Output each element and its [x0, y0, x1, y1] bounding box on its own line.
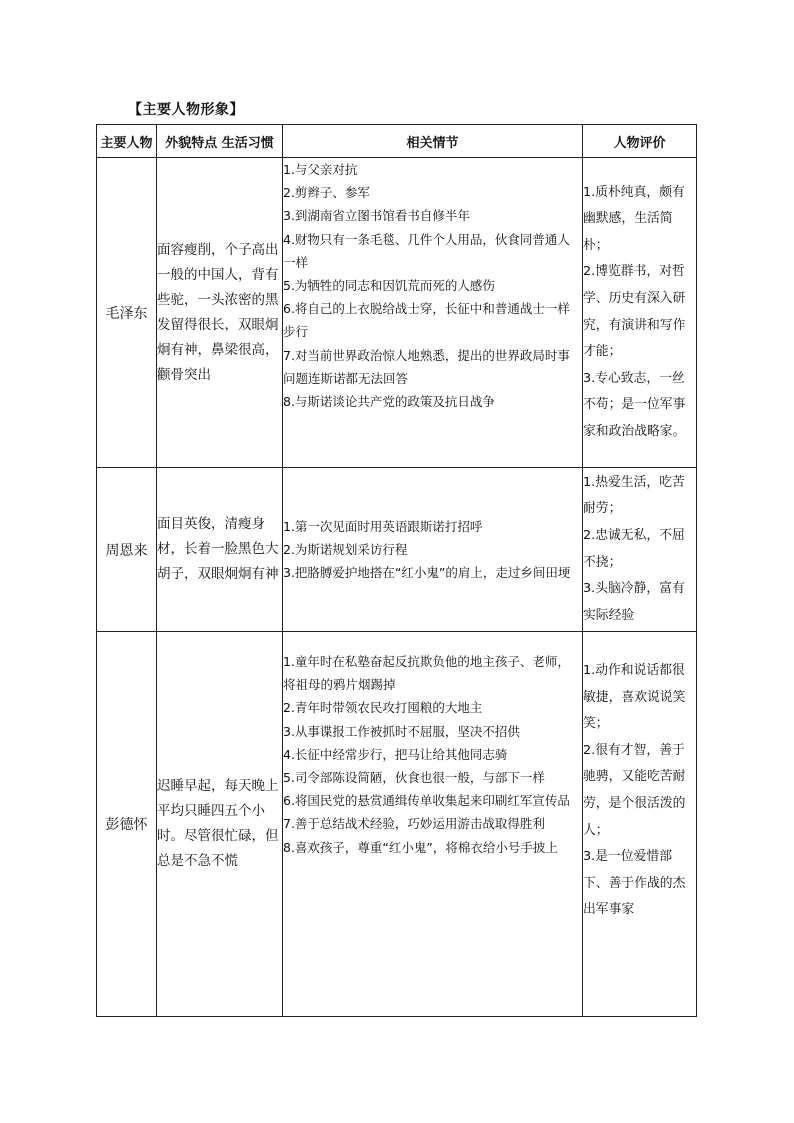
- evaluation-item: 1.动作和说话都很敏捷，喜欢说说笑笑；: [583, 663, 686, 732]
- event-item: 1.与父亲对抗: [283, 162, 358, 177]
- header-appearance: 外貌特点 生活习惯: [157, 125, 283, 158]
- character-table: [96, 124, 697, 1017]
- evaluation-cell: [583, 632, 697, 1017]
- evaluation-item: 3.专心致志，一丝不苟；是一位军事家和政治战略家。: [583, 370, 686, 439]
- appearance-cell: 面容瘦削，个子高出一般的中国人，背有些驼，一头浓密的黑发留得很长，双眼炯炯有神，鼻梁很高，颧骨突出: [157, 158, 283, 468]
- event-item: 6.将国民党的悬赏通缉传单收集起来印刷红军宣传品: [283, 793, 570, 809]
- event-item: 1.第一次见面时用英语跟斯诺打招呼: [283, 518, 483, 534]
- events-cell: [283, 468, 583, 632]
- event-item: 8.与斯诺谈论共产党的政策及抗日战争: [283, 394, 495, 410]
- event-item: 7.善于总结战术经验，巧妙运用游击战取得胜利: [283, 816, 545, 832]
- event-item: 2.为斯诺规划采访行程: [283, 541, 408, 557]
- evaluation-item: 3.是一位爱惜部下、善于作战的杰出军事家: [583, 849, 686, 918]
- events-cell: [283, 632, 583, 1017]
- header-person: 主要人物: [97, 125, 157, 158]
- event-item: 7.对当前世界政治惊人地熟悉，提出的世界政局时事问题连斯诺都无法回答: [283, 347, 570, 386]
- event-item: 3.把胳膊爱护地搭在“红小鬼”的肩上，走过乡间田埂: [283, 565, 571, 581]
- evaluation-cell: [583, 468, 697, 632]
- table-row: [97, 468, 697, 632]
- event-item: 4.长征中经常步行，把马让给其他同志骑: [283, 746, 508, 762]
- person-name: 彭德怀: [97, 632, 157, 1017]
- table-header-row: [97, 125, 697, 158]
- person-name: 毛泽东: [97, 158, 157, 468]
- table-row: [97, 158, 697, 468]
- events-cell: [283, 158, 583, 468]
- event-item: 8.喜欢孩子，尊重“红小鬼”，将棉衣给小号手披上: [283, 839, 558, 855]
- evaluation-item: 2.忠诚无私，不屈不挠；: [583, 527, 685, 570]
- header-events: 相关情节: [283, 125, 583, 158]
- event-item: 5.司令部陈设简陋，伙食也很一般，与部下一样: [283, 770, 545, 786]
- person-name: 周恩来: [97, 468, 157, 632]
- appearance-cell: 面目英俊，清瘦身材，长着一脸黑色大胡子，双眼炯炯有神: [157, 468, 283, 632]
- evaluation-item: 2.博览群书，对哲学、历史有深入研究，有演讲和写作才能；: [583, 264, 686, 360]
- event-item: 3.从事谍报工作被抓时不屈服，坚决不招供: [283, 723, 520, 739]
- event-item: 5.为牺牲的同志和因饥荒而死的人感伤: [283, 278, 495, 294]
- event-item: 4.财物只有一条毛毯、几件个人用品，伙食同普通人一样: [283, 231, 570, 270]
- event-item: 2.青年时带领农民攻打囤粮的大地主: [283, 700, 483, 716]
- evaluation-cell: [583, 158, 697, 468]
- table-row: [97, 632, 697, 1017]
- evaluation-item: 1.热爱生活，吃苦耐劳；: [583, 474, 685, 517]
- evaluation-item: 2.很有才智，善于驰骋，又能吃苦耐劳，是个很活泼的人；: [583, 742, 686, 838]
- event-item: 3.到湖南省立图书馆看书自修半年: [283, 208, 470, 224]
- section-title: 【主要人物形象】: [128, 102, 244, 118]
- appearance-cell: 迟睡早起，每天晚上平均只睡四五个小时。尽管很忙碌，但总是不急不慌: [157, 632, 283, 1017]
- header-evaluation: 人物评价: [583, 125, 697, 158]
- evaluation-item: 3.头脑冷静，富有实际经验: [583, 581, 685, 623]
- event-item: 2.剪辫子、参军: [283, 185, 370, 201]
- event-item: 6.将自己的上衣脱给战士穿，长征中和普通战士一样步行: [283, 301, 570, 340]
- event-item: 1.童年时在私塾奋起反抗欺负他的地主孩子、老师，将祖母的鸦片烟踢掉: [283, 654, 570, 693]
- evaluation-item: 1.质朴纯真，颇有幽默感，生活简朴；: [583, 184, 685, 253]
